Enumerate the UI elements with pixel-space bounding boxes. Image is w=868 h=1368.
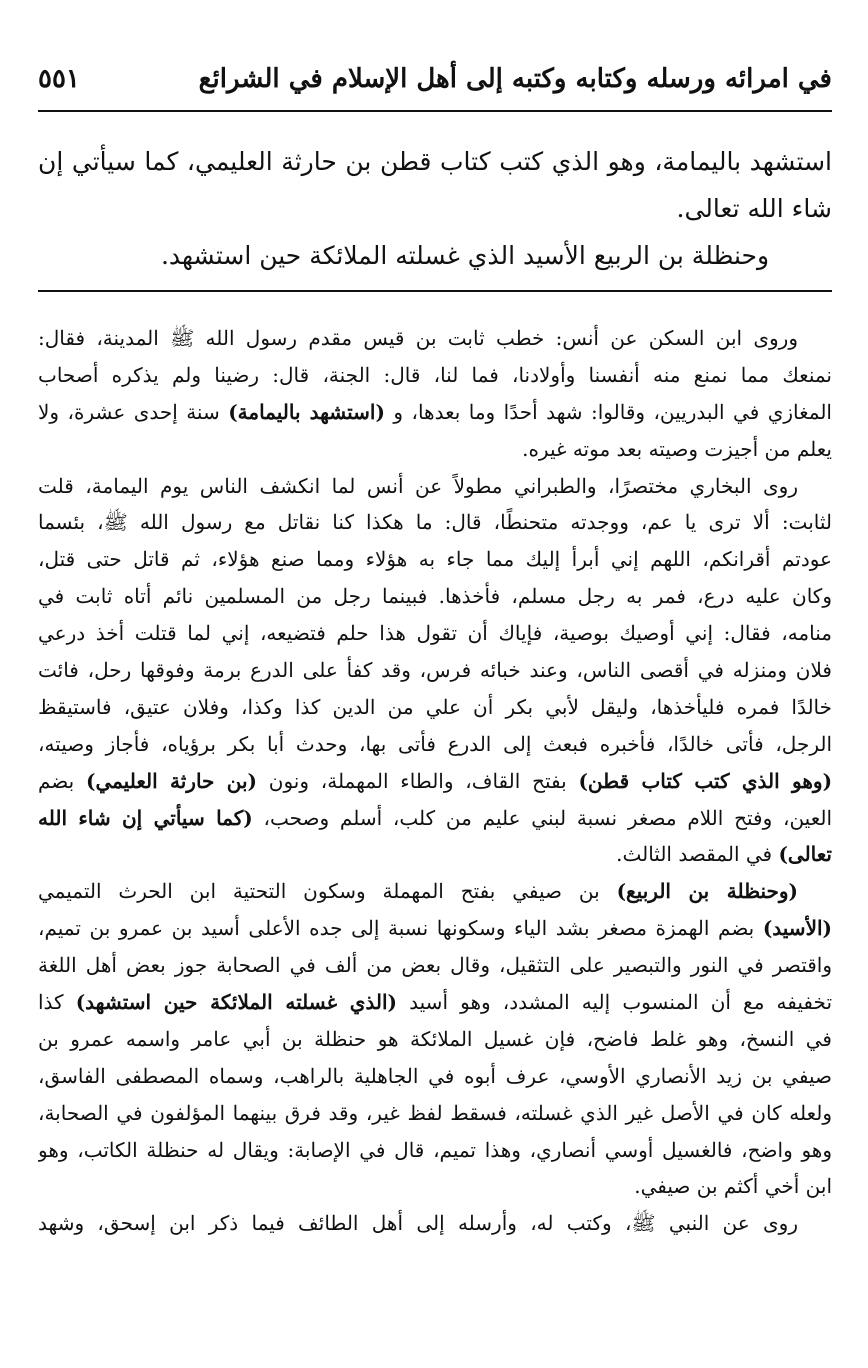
lemma: (كما سيأتي إن شاء الله <box>38 805 253 830</box>
commentary-line: واقتصر في النور والتبصير على التثقيل، وقال بعض من ألف في الصحابة جوز بعض أهل اللغة <box>38 953 832 978</box>
commentary-line: الرجل، فأتى خالدًا، فأخبره فبعث إلى الدرع فأتى بها، وحدث أبا بكر برؤياه، فأجاز وصيته، <box>38 731 832 756</box>
commentary <box>38 320 832 1242</box>
commentary-line <box>38 910 832 947</box>
lemma: (وهو الذي كتب كتاب قطن) <box>578 768 832 793</box>
commentary-text: تخفيفه مع أن المنسوب إليه المشدد، وهو أسيد <box>397 990 832 1015</box>
lemma: (وحنظلة بن الربيع) <box>616 879 798 904</box>
commentary-line: روى البخاري مختصرًا، والطبراني مطولاً عن أنس لما انكشف الناس يوم اليمامة، قلت <box>38 473 798 498</box>
lemma: (بن حارثة العليمي) <box>85 768 258 793</box>
lemma: (استشهد باليمامة) <box>228 399 385 424</box>
text-separator <box>38 290 832 292</box>
header-title: في امرائه ورسله وكتابه وكتبه إلى أهل الإسلام في الشرائع <box>198 64 832 94</box>
commentary-line <box>38 873 832 910</box>
commentary-line: روى عن النبي ﷺ، وكتب له، وأرسله إلى أهل الطائف فيما ذكر ابن إسحق، وشهد <box>38 1211 798 1236</box>
commentary-line: وروى ابن السكن عن أنس: خطب ثابت بن قيس مقدم رسول الله ﷺ المدينة، فقال: <box>38 326 798 350</box>
commentary-line: ابن أخي أكثم بن صيفي. <box>634 1174 832 1199</box>
commentary-line <box>38 984 832 1021</box>
main-text-line: شاء الله تعالى. <box>676 194 832 223</box>
running-header <box>38 56 832 102</box>
commentary-text: بفتح القاف، والطاء المهملة، ونون <box>257 768 579 793</box>
commentary-line: وكان عليه درع، فمر به رجل مسلم، فأخذها. فبينما رجل من المسلمين نائم أتاه ثابت في <box>38 584 832 609</box>
header-rule <box>38 110 832 112</box>
main-text-line: وحنظلة بن الربيع الأسيد الذي غسلته الملائكة حين استشهد. <box>160 241 770 270</box>
lemma: (الذي غسلته الملائكة حين استشهد) <box>75 990 398 1015</box>
commentary-text: بضم <box>38 768 86 793</box>
main-text-line: استشهد باليمامة، وهو الذي كتب كتاب قطن بن حارثة العليمي، كما سيأتي إن <box>38 147 832 176</box>
commentary-text: العين، وفتح اللام مصغر نسبة لبني عليم من كلب، أسلم وصحب، <box>252 805 832 830</box>
commentary-line: صيفي بن زيد الأنصاري الأوسي، عرف أبوه في الجاهلية بالراهب، وسماه المصطفى الفاسق، <box>38 1063 832 1088</box>
commentary-line: فلان ومنزله في أقصى الناس، وعند خبائه فرس، وقد كفأ على الدرع برمة وفوقها رحل، فائت <box>38 658 832 683</box>
commentary-text: بن صيفي بفتح المهملة وسكون التحتية ابن الحرث التميمي <box>38 879 617 904</box>
commentary-line <box>38 763 832 800</box>
commentary-text: كذا <box>38 990 76 1015</box>
commentary-line: عودتم أقرانكم، اللهم إني أبرأ إليك مما جاء به هؤلاء ومما صنع هؤلاء، ثم قاتل حتى قتل، <box>38 547 832 572</box>
commentary-text: سنة إحدى عشرة، ولا <box>38 399 229 424</box>
lemma: تعالى) <box>778 842 832 867</box>
commentary-line <box>38 836 832 873</box>
commentary-line: يعلم من أجيزت وصيته بعد موته غيره. <box>522 436 832 461</box>
commentary-line: لثابت: ألا ترى يا عم، ووجدته متحنطًا، قال: ما هكذا كنا نقاتل مع رسول الله ﷺ، بئسما <box>38 510 832 535</box>
commentary-line: في النسخ، وهو غلط فاضح، فإن غسيل الملائكة هو حنظلة بن أبي عامر واسمه عمرو بن <box>38 1026 832 1051</box>
commentary-line <box>38 800 832 837</box>
page-number: ٥٥١ <box>38 64 80 94</box>
commentary-text: المغازي في البدريين، وقالوا: شهد أحدًا وما بعدها، و <box>384 399 832 424</box>
lemma: (الأسيد) <box>762 916 832 941</box>
commentary-line: منامه، فقال: إني أوصيك بوصية، فإياك أن تقول هذا حلم فتضيعه، إني لما قتلت أخذ درعي <box>38 621 832 646</box>
commentary-line: نمنعك مما نمنع منه أنفسنا وأولادنا، فما لنا، قال: الجنة، قال: رضينا ولم يذكره أصحاب <box>38 362 832 387</box>
commentary-line: وهو واضح، فالغسيل أوسي أنصاري، وهذا تميم، قال في الإصابة: ويقال له حنظلة الكاتب، وهو <box>38 1137 832 1162</box>
commentary-text: بضم الهمزة مصغر بشد الياء وسكونها نسبة إلى جده الأعلى أسيد بن عمرو بن تميم، <box>38 916 763 941</box>
commentary-text: في المقصد الثالث. <box>616 842 779 867</box>
commentary-line: خالدًا فمره فليأخذها، وليقل لأبي بكر أن علي من الدين كذا وكذا، وفلان عتيق، فاستيقظ <box>38 694 832 719</box>
commentary-line: ولعله كان في الأصل غير الذي غسلته، فسقط لفظ غير، وقد فرق بينهما المؤلفون في الصحابة، <box>38 1100 832 1125</box>
main-text <box>38 138 832 279</box>
commentary-line <box>38 394 832 431</box>
